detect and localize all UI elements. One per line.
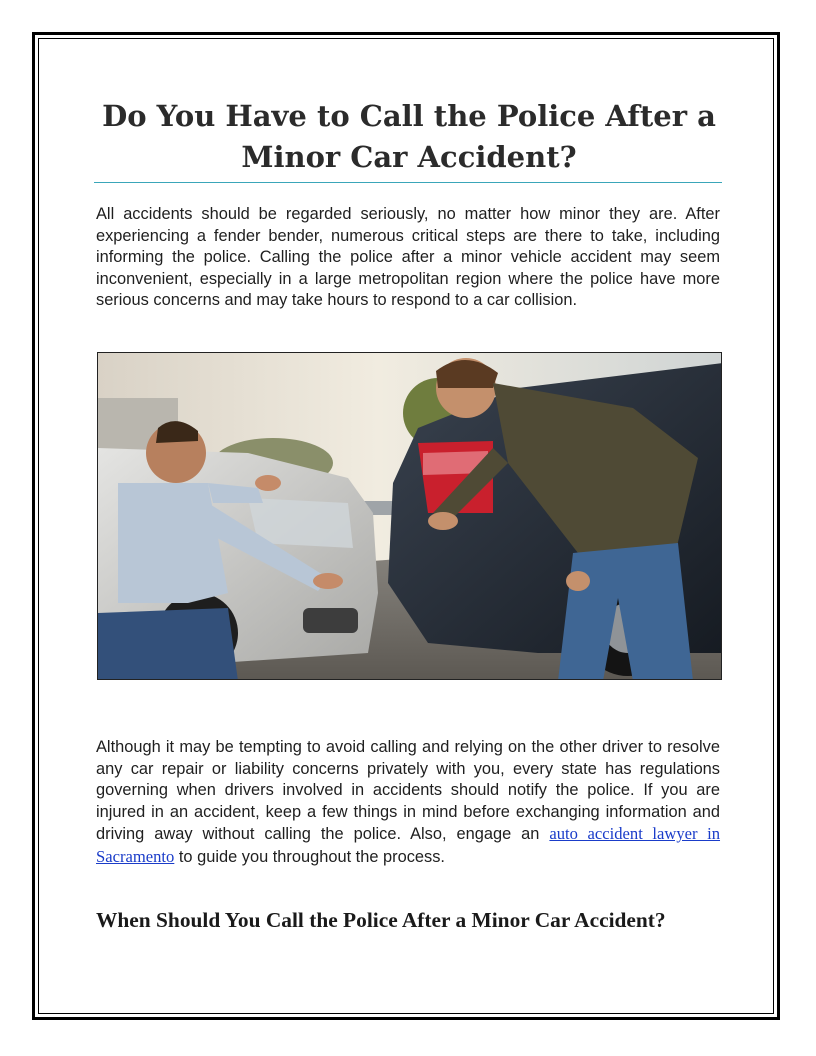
title-divider bbox=[94, 182, 722, 183]
intro-paragraph: All accidents should be regarded seriously, no matter how minor they are. After experiencing a fender bender, numerous critical steps are there to take, including informing the police. Calling the police after a minor vehicle accident may seem inconvenient, especially in a large metropolitan region where the police have more serious concerns and may take hours to respond to a car collision. bbox=[96, 205, 720, 310]
section-heading: When Should You Call the Police After a Minor Car Accident? bbox=[96, 908, 666, 932]
paragraph-text-before-link: Although it may be tempting to avoid calling and relying on the other driver to resolve any car repair or liability concerns privately with you, every state has regulations governing when drivers involved in accidents should notify the police. If you are injured in an accident, keep a few things in mind before exchanging information and driving away without calling the police. Also, engage an bbox=[96, 738, 720, 844]
page-title: Do You Have to Call the Police After a Minor Car Accident? bbox=[102, 99, 716, 174]
body-paragraph bbox=[96, 737, 720, 869]
accident-photo bbox=[97, 352, 722, 680]
paragraph-text-after-link: to guide you throughout the process. bbox=[174, 847, 445, 866]
lawyer-link[interactable]: auto accident lawyer in Sacramento bbox=[96, 824, 721, 866]
